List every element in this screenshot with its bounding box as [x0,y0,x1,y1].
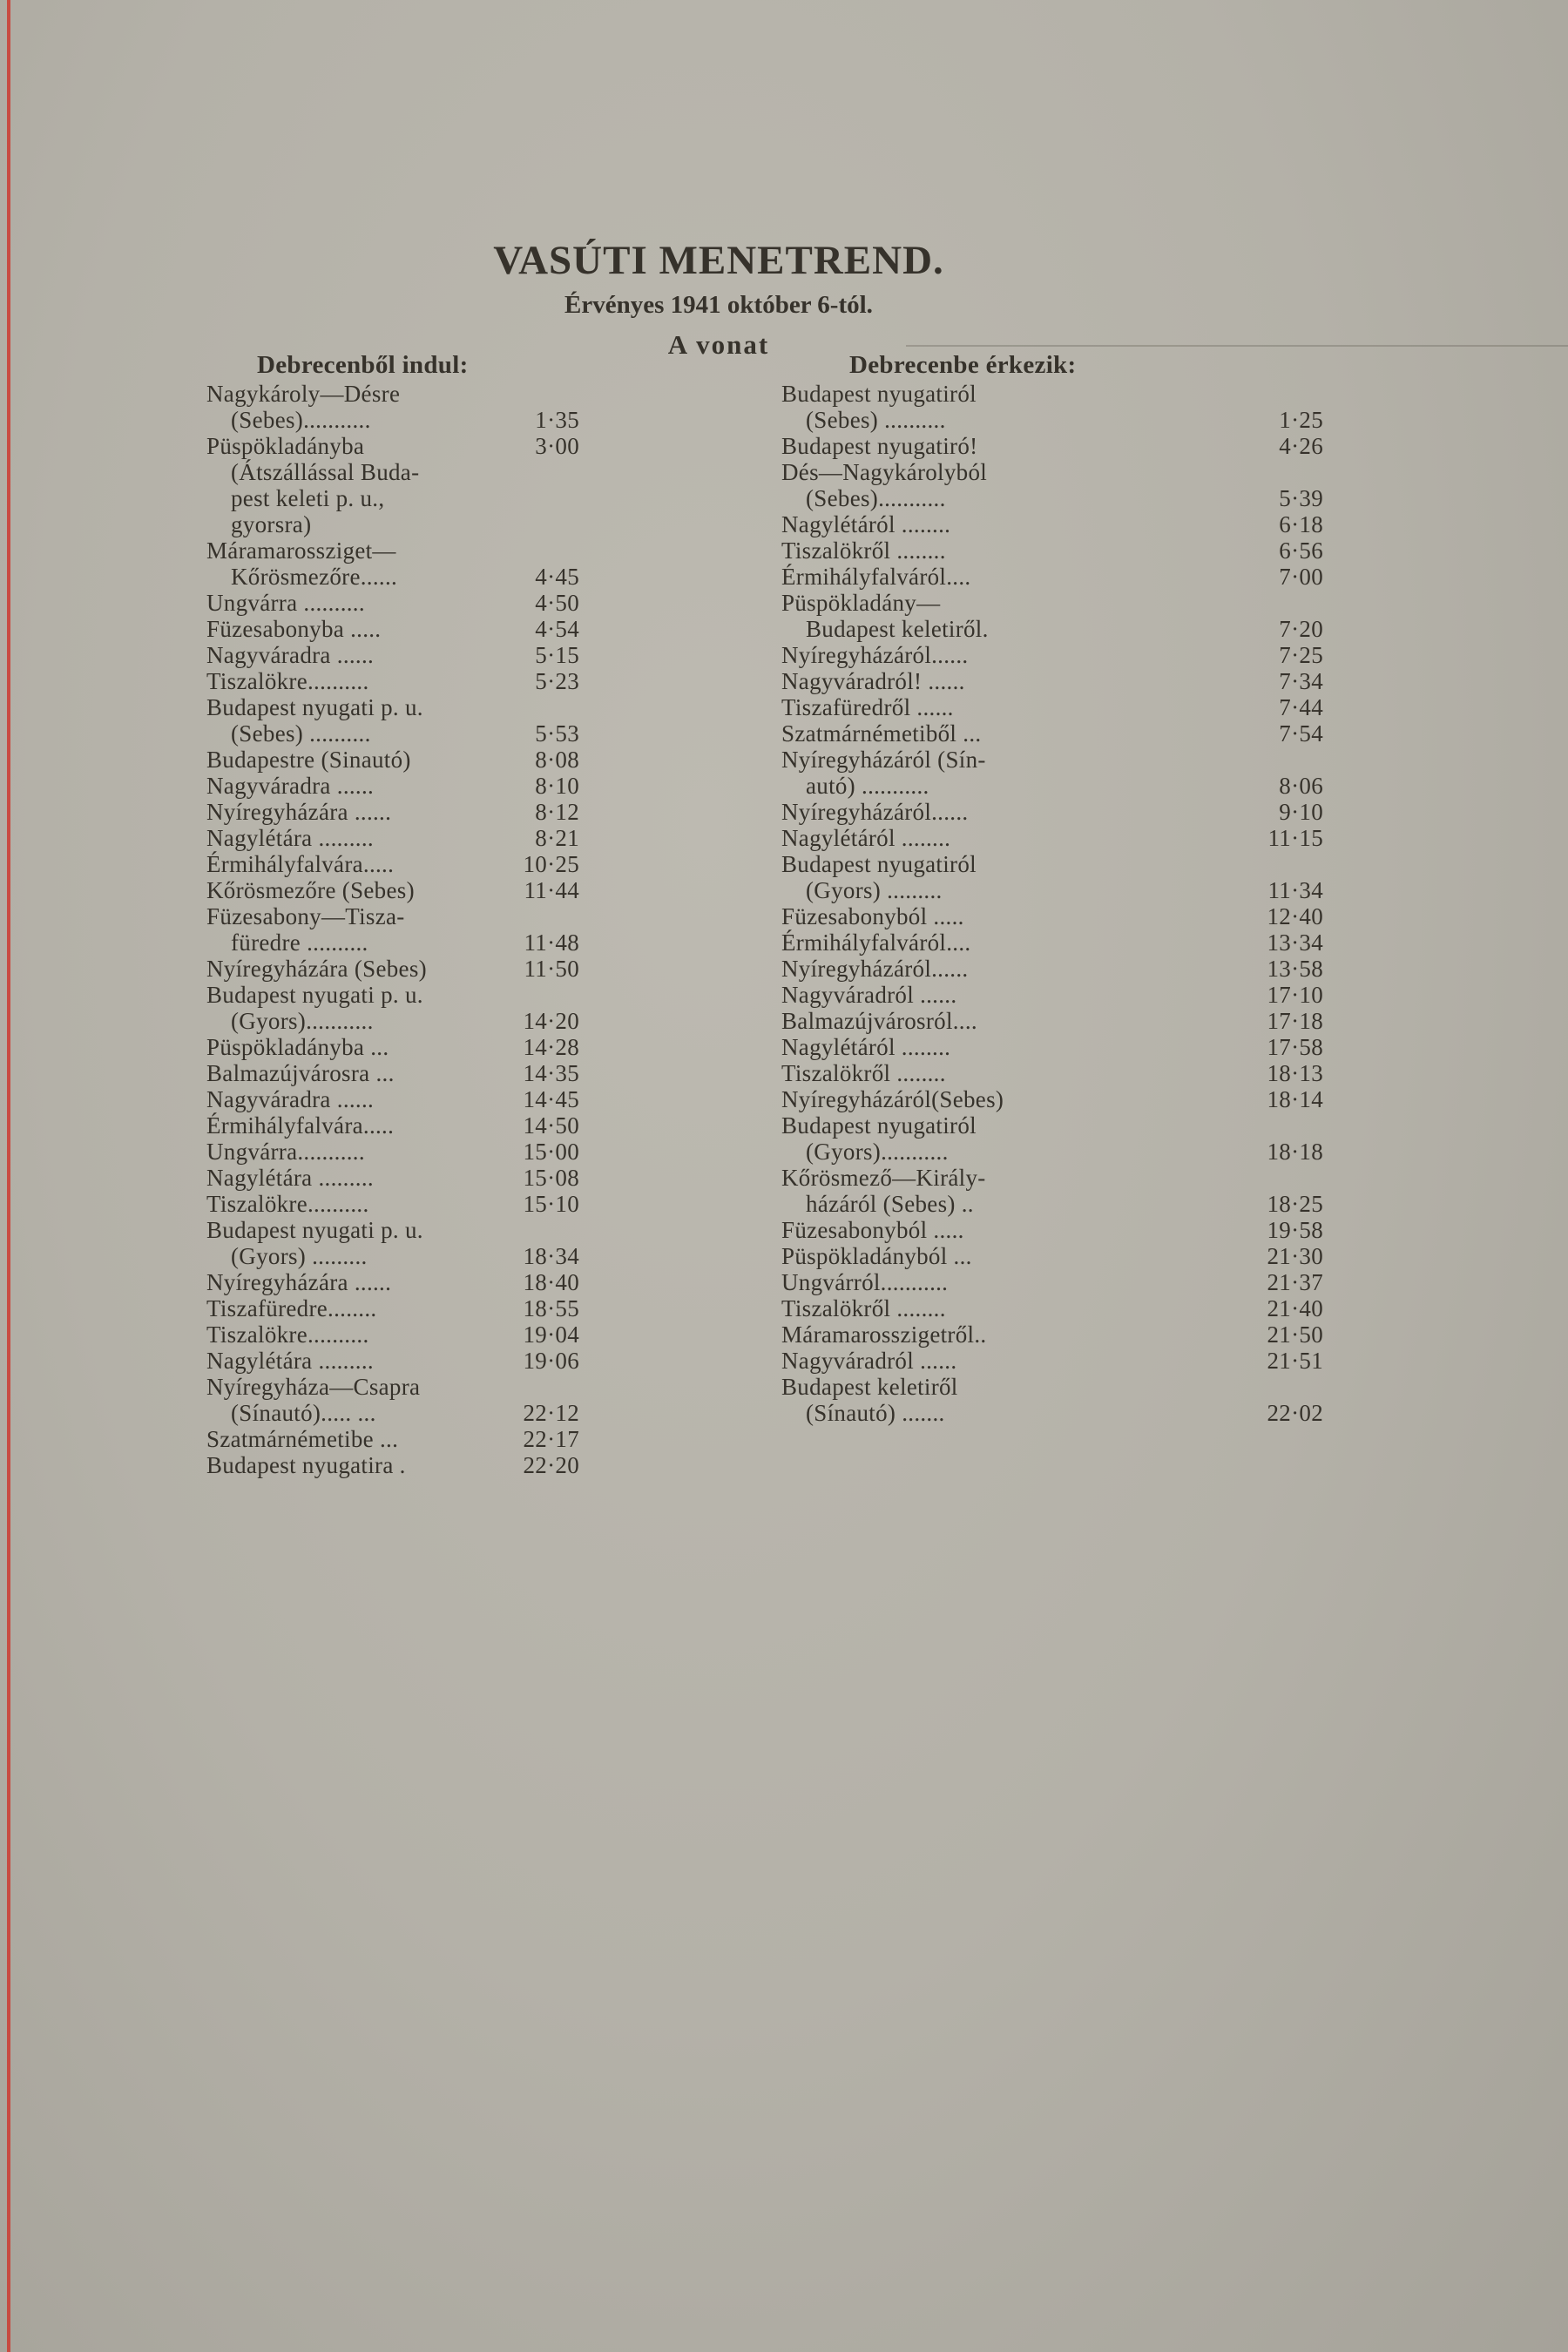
station-label: Kőrösmezőre (Sebes) [206,877,415,903]
timetable-row [206,433,579,459]
station-label: Érmihályfalváról.... [781,564,971,590]
time-value: 7·54 [1279,720,1323,747]
time-value: 7·00 [1279,564,1323,590]
station-label: Nyíregyházáról...... [781,956,969,982]
time-value: 14·20 [523,1008,579,1034]
time-value: 22·17 [523,1426,579,1452]
station-label: Kőrösmezőre...... [231,564,398,590]
timetable-row [781,537,1323,564]
time-value: 19·04 [523,1321,579,1348]
timetable-row [781,799,1323,825]
timetable-row [206,799,579,825]
station-label: Nagylétára ......... [206,825,374,851]
time-value: 15·00 [523,1139,579,1165]
page-subtitle: Érvényes 1941 október 6-tól. [564,291,873,319]
timetable-row [781,616,1323,642]
station-label: (Sebes)........... [806,485,946,511]
time-value: 11·15 [1267,825,1323,851]
station-label: Balmazújvárosra ... [206,1060,395,1086]
station-label: Budapestre (Sinautó) [206,747,411,773]
station-label: Budapest nyugatiró! [781,433,978,459]
timetable-row [206,1008,579,1034]
timetable-row [206,511,579,537]
time-value: 5·53 [535,720,579,747]
time-value: 7·25 [1279,642,1323,668]
station-label: autó) ........... [806,773,929,799]
station-label: (Gyors)........... [806,1139,949,1165]
station-label: Érmihályfalváról.... [781,929,971,956]
station-label: Nagyváradról! ...... [781,668,965,694]
timetable-row [206,1321,579,1348]
time-value: 7·20 [1279,616,1323,642]
timetable-row [206,1374,579,1400]
time-value: 8·08 [535,747,579,773]
time-value: 19·58 [1267,1217,1323,1243]
timetable-row [206,485,579,511]
station-label: Nagyváradra ...... [206,773,375,799]
arrivals-heading: Debrecenbe érkezik: [849,351,1077,379]
time-value: 4·26 [1279,433,1323,459]
station-label: Nyíregyházáról...... [781,642,969,668]
station-label: Nyíregyházára ...... [206,1269,392,1295]
timetable-row [206,1269,579,1295]
timetable-row [206,773,579,799]
station-label: Nyíregyházáról (Sín- [781,747,986,773]
station-label: Budapest nyugati p. u. [206,982,423,1008]
timetable-row [781,564,1323,590]
timetable-row [781,1034,1323,1060]
station-label: (Átszállással Buda- [231,459,420,485]
timetable-row [781,381,1323,407]
timetable-row [206,1165,579,1191]
timetable-row [781,485,1323,511]
time-value: 18·55 [523,1295,579,1321]
time-value: 11·50 [524,956,579,982]
timetable-row [781,1086,1323,1112]
arrivals-rows [781,381,1323,1426]
timetable-row [206,1348,579,1374]
timetable-row [781,1243,1323,1269]
timetable-row [206,1060,579,1086]
departures-column [206,351,579,1478]
time-value: 14·28 [523,1034,579,1060]
time-value: 5·39 [1279,485,1323,511]
station-label: Tiszalökre.......... [206,1191,369,1217]
time-value: 17·18 [1267,1008,1323,1034]
time-value: 21·51 [1267,1348,1323,1374]
timetable-row [206,590,579,616]
time-value: 22·20 [523,1452,579,1478]
timetable-row [781,1348,1323,1374]
timetable-row [206,1112,579,1139]
timetable-row [206,616,579,642]
timetable-row [206,1452,579,1478]
timetable-row [781,773,1323,799]
station-label: Püspökladányba [206,433,365,459]
time-value: 18·13 [1267,1060,1323,1086]
time-value: 10·25 [523,851,579,877]
timetable-row [781,825,1323,851]
station-label: Szatmárnémetibe ... [206,1426,399,1452]
timetable-row [781,851,1323,877]
time-value: 4·54 [535,616,579,642]
timetable-row [781,903,1323,929]
station-label: Tiszalökre.......... [206,668,369,694]
time-value: 15·08 [523,1165,579,1191]
time-value: 13·34 [1267,929,1323,956]
time-value: 21·37 [1267,1269,1323,1295]
timetable-row [206,642,579,668]
timetable-row [781,668,1323,694]
timetable-row [781,747,1323,773]
station-label: (Sebes) .......... [806,407,946,433]
time-value: 14·50 [523,1112,579,1139]
timetable-row [206,982,579,1008]
timetable-row [781,642,1323,668]
time-value: 8·21 [535,825,579,851]
time-value: 7·44 [1279,694,1323,720]
station-label: Nagyváradról ...... [781,1348,957,1374]
timetable-row [206,1243,579,1269]
station-label: Nyíregyházára ...... [206,799,392,825]
time-value: 21·30 [1267,1243,1323,1269]
timetable-row [781,1295,1323,1321]
time-value: 1·25 [1279,407,1323,433]
station-label: (Gyors) ......... [806,877,943,903]
station-label: Nagylétáról ........ [781,1034,951,1060]
timetable-row [781,590,1323,616]
time-value: 4·50 [535,590,579,616]
timetable-row [781,877,1323,903]
time-value: 8·10 [535,773,579,799]
station-label: Tiszafüredről ...... [781,694,954,720]
time-value: 18·40 [523,1269,579,1295]
station-label: Nagylétára ......... [206,1165,374,1191]
station-label: Ungvárról........... [781,1269,949,1295]
station-label: Ungvárra .......... [206,590,365,616]
time-value: 4·45 [535,564,579,590]
time-value: 11·44 [524,877,579,903]
station-label: füredre .......... [231,929,368,956]
station-label: Püspökladányba ... [206,1034,389,1060]
time-value: 11·48 [524,929,579,956]
section-heading: A vonat [667,329,770,360]
timetable-row [206,720,579,747]
station-label: Nagylétára ......... [206,1348,374,1374]
time-value: 19·06 [523,1348,579,1374]
timetable-row [781,1191,1323,1217]
station-label: Budapest keletiről. [806,616,989,642]
station-label: Tiszalökre.......... [206,1321,369,1348]
timetable-row [206,668,579,694]
timetable-row [206,381,579,407]
time-value: 18·18 [1267,1139,1323,1165]
station-label: Tiszalökről ........ [781,537,946,564]
timetable-row [781,1400,1323,1426]
time-value: 12·40 [1267,903,1323,929]
station-label: (Sebes)........... [231,407,371,433]
timetable-row [781,1112,1323,1139]
timetable-row [781,433,1323,459]
time-value: 22·02 [1267,1400,1323,1426]
station-label: Füzesabonyból ..... [781,903,964,929]
timetable-row [781,407,1323,433]
station-label: Füzesabonyba ..... [206,616,382,642]
timetable-row [781,982,1323,1008]
time-value: 18·14 [1267,1086,1323,1112]
station-label: Tiszalökről ........ [781,1295,946,1321]
time-value: 9·10 [1279,799,1323,825]
time-value: 11·34 [1267,877,1323,903]
time-value: 17·10 [1267,982,1323,1008]
station-label: Érmihályfalvára..... [206,851,395,877]
station-label: Máramarossziget— [206,537,396,564]
station-label: Kőrösmező—Király- [781,1165,986,1191]
station-label: házáról (Sebes) .. [806,1191,974,1217]
station-label: Füzesabonyból ..... [781,1217,964,1243]
timetable-row [206,537,579,564]
timetable-row [781,720,1323,747]
station-label: Szatmárnémetiből ... [781,720,982,747]
station-label: Budapest nyugatira . [206,1452,406,1478]
station-label: Füzesabony—Tisza- [206,903,405,929]
time-value: 5·23 [535,668,579,694]
time-value: 15·10 [523,1191,579,1217]
timetable-row [206,407,579,433]
timetable-row [781,1008,1323,1034]
time-value: 7·34 [1279,668,1323,694]
time-value: 18·34 [523,1243,579,1269]
station-label: Nyíregyházára (Sebes) [206,956,427,982]
timetable-row [206,1191,579,1217]
time-value: 6·56 [1279,537,1323,564]
station-label: Budapest keletiről [781,1374,958,1400]
station-label: Nyíregyházáról...... [781,799,969,825]
station-label: Máramarosszigetről.. [781,1321,987,1348]
timetable-row [206,1217,579,1243]
station-label: Tiszafüredre........ [206,1295,377,1321]
station-label: Nagyváradra ...... [206,1086,375,1112]
timetable-row [781,956,1323,982]
time-value: 17·58 [1267,1034,1323,1060]
timetable-row [781,1060,1323,1086]
left-margin-line [7,0,10,2352]
station-label: Budapest nyugati p. u. [206,694,423,720]
timetable-row [206,747,579,773]
station-label: pest keleti p. u., [231,485,385,511]
time-value: 21·40 [1267,1295,1323,1321]
arrivals-column [781,351,1323,1426]
timetable-row [781,1374,1323,1400]
timetable-row [206,825,579,851]
station-label: Érmihályfalvára..... [206,1112,395,1139]
station-label: Nagyváradról ...... [781,982,957,1008]
timetable-row [206,929,579,956]
station-label: Budapest nyugati p. u. [206,1217,423,1243]
station-label: (Gyors)........... [231,1008,374,1034]
timetable-row [781,1165,1323,1191]
time-value: 8·12 [535,799,579,825]
timetable-row [206,877,579,903]
timetable-row [781,929,1323,956]
station-label: Budapest nyugatiról [781,851,977,877]
timetable-row [206,1034,579,1060]
station-label: Püspökladányból ... [781,1243,972,1269]
timetable-row [781,1139,1323,1165]
station-label: Nagylétáról ........ [781,511,951,537]
time-value: 14·45 [523,1086,579,1112]
station-label: (Sínautó) ....... [806,1400,945,1426]
station-label: Nyíregyháza—Csapra [206,1374,421,1400]
time-value: 14·35 [523,1060,579,1086]
station-label: Nyíregyházáról(Sebes) [781,1086,1004,1112]
station-label: Tiszalökről ........ [781,1060,946,1086]
departures-rows [206,381,579,1478]
timetable-row [206,694,579,720]
time-value: 5·15 [535,642,579,668]
timetable-row [206,564,579,590]
station-label: (Sínautó)..... ... [231,1400,376,1426]
timetable-row [206,851,579,877]
station-label: (Sebes) .......... [231,720,371,747]
timetable-row [781,1321,1323,1348]
timetable-row [206,956,579,982]
time-value: 13·58 [1267,956,1323,982]
timetable-row [206,1400,579,1426]
time-value: 3·00 [535,433,579,459]
time-value: 21·50 [1267,1321,1323,1348]
timetable-row [206,459,579,485]
timetable-row [206,903,579,929]
timetable-row [206,1426,579,1452]
station-label: Budapest nyugatiról [781,1112,977,1139]
timetable-row [781,459,1323,485]
time-value: 18·25 [1267,1191,1323,1217]
timetable-row [206,1139,579,1165]
timetable-row [206,1086,579,1112]
time-value: 22·12 [523,1400,579,1426]
time-value: 6·18 [1279,511,1323,537]
timetable-row [781,694,1323,720]
time-value: 8·06 [1279,773,1323,799]
station-label: Nagylétáról ........ [781,825,951,851]
departures-heading: Debrecenből indul: [257,351,469,379]
station-label: Balmazújvárosról.... [781,1008,977,1034]
timetable-row [781,1217,1323,1243]
station-label: Dés—Nagykárolyból [781,459,988,485]
station-label: (Gyors) ......... [231,1243,368,1269]
timetable-row [206,1295,579,1321]
station-label: Budapest nyugatiról [781,381,977,407]
station-label: gyorsra) [231,511,312,537]
station-label: Ungvárra........... [206,1139,365,1165]
timetable-row [781,511,1323,537]
timetable-row [781,1269,1323,1295]
station-label: Nagyváradra ...... [206,642,375,668]
station-label: Püspökladány— [781,590,941,616]
time-value: 1·35 [535,407,579,433]
page-title: VASÚTI MENETREND. [493,238,944,283]
station-label: Nagykároly—Désre [206,381,401,407]
